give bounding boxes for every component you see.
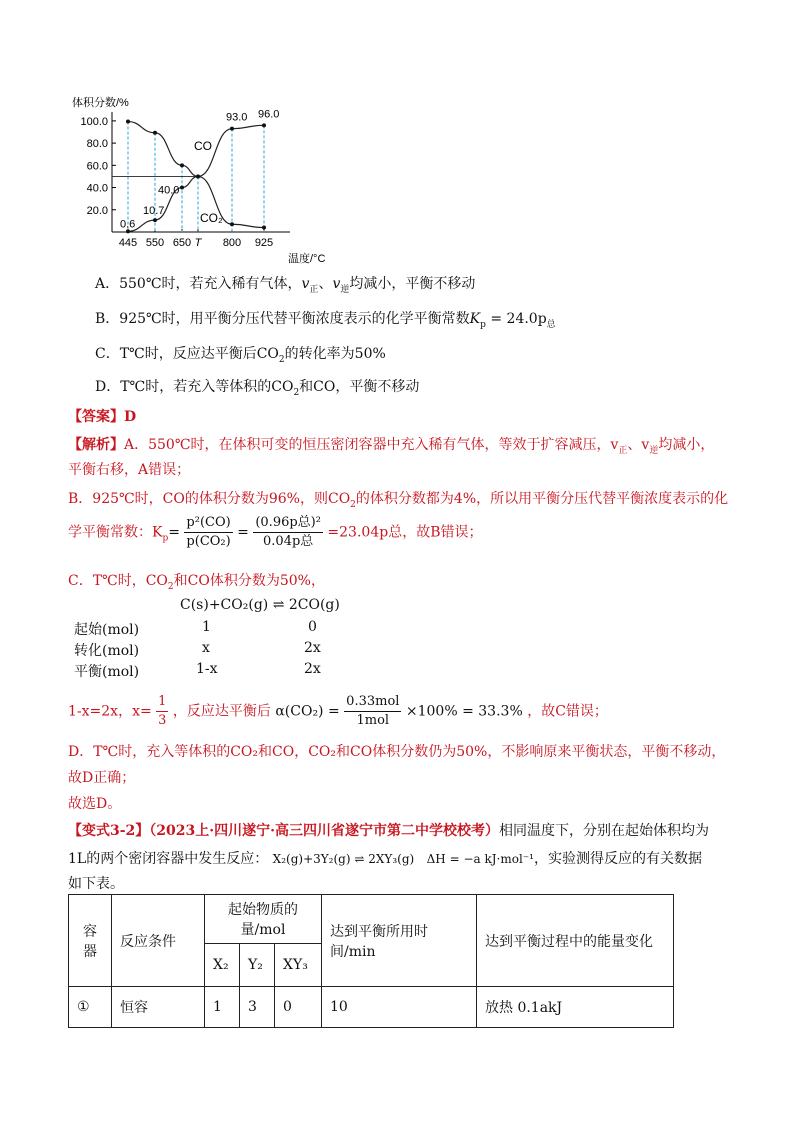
col-condition-header: 反应条件 [112,895,205,987]
variant-reaction-line: 1L的两个密闭容器中发生反应： X₂(g)+3Y₂(g) ⇌ 2XY₃(g) ΔH = −a kJ·mol⁻¹，实验测得反应的有关数据 [68,851,702,867]
co-point [262,123,266,127]
ice-row-change-b: 2x [304,640,321,656]
x-tick-label: 800 [222,237,242,249]
answer-line: 【答案】D [68,409,137,425]
x-tick-label: 445 [118,237,138,249]
ice-row-start-b: 0 [308,619,317,635]
data-label: 40.0 [158,184,180,197]
y-tick-label: 40.0 [86,182,108,195]
col-container-header: 容器 [69,895,112,987]
y-tick-label: 80.0 [86,138,108,151]
x-tick-label: T [194,237,202,249]
analysis-d-line1: D．T℃时，充入等体积的CO₂和CO，CO₂和CO体积分数仍为50%，不影响原来平衡状态，平衡不移动， [68,744,726,760]
co2-point [262,226,266,230]
y-tick-label: 60.0 [86,160,108,173]
variant-header: 【变式3-2】（2023上·四川遂宁·高三四川省遂宁市第二中学校校考）相同温度下，分别在起始体积均为 [68,823,710,839]
option-b: B．925℃时，用平衡分压代替平衡浓度表示的化学平衡常数$K_p = 24.0p_总$ [95,311,556,330]
data-label: 96.0 [258,108,280,121]
x-tick-label: 650 [172,237,192,249]
data-label: 0.6 [120,218,136,231]
analysis-c-line2: 1-x=2x，x= $\frac{1}{3}$ ，反应达平衡后 α(CO₂) = $\frac{\text{0.33mol}}{\text{1mol}}$ ×100% = 33.3% ，故C错误； [68,694,608,728]
variant-text-end: 如下表。 [68,876,124,892]
co2-point [126,120,130,124]
cell-energy: 放热 0.1akJ [477,987,674,1028]
co2-series-label: CO₂ [200,211,223,225]
option-c: C．T℃时，反应达平衡后$CO_2$的转化率为50% [95,346,386,365]
cell-xy3: 0 [275,987,322,1028]
col-xy3-header: XY₃ [275,944,322,987]
ice-row-start-label: 起始(mol) [74,622,140,638]
analysis-b-line2: 学平衡常数：$K_p=$ $\frac{\text{p²(CO)}}{\text{p(CO₂)}}$ = $\frac{\text{(0.96p总)²}}{\text{0.04p总}}$ =23.04p总，故B错误； [68,515,483,549]
ice-row-eq-a: 1-x [196,661,218,677]
analysis-a-line2: 平衡右移，A错误； [68,462,191,478]
analysis-c-line1: C．T℃时，$CO_2$和CO体积分数为50%， [68,573,325,592]
col-energy-header: 达到平衡过程中的能量变化 [477,895,674,987]
cell-container: ① [69,987,112,1028]
ice-row-start-a: 1 [202,619,211,635]
analysis-final: 故选D。 [68,796,122,812]
cell-condition: 恒容 [112,987,205,1028]
co-series-label: CO [194,139,212,153]
col-x2-header: X₂ [205,944,240,987]
table-row [69,987,674,1028]
y-tick-label: 20.0 [86,204,108,217]
x-axis-label: 温度/°C [288,253,326,265]
ice-row-change-a: x [202,640,210,656]
co2-point [180,163,184,167]
co-point [180,186,184,190]
equilibrium-equation: C(s)+CO₂(g) ⇌ 2CO(g) [180,597,340,613]
analysis-a-line1: 【解析】A．550℃时，在体积可变的恒压密闭容器中充入稀有气体，等效于扩容减压，$v_正$、$v_逆$均减小， [68,437,715,456]
ice-row-change-label: 转化(mol) [74,643,140,659]
col-y2-header: Y₂ [240,944,275,987]
temperature-volume-fraction-chart [60,90,360,270]
option-d: D．T℃时，若充入等体积的$CO_2$和CO，平衡不移动 [95,379,420,398]
co-point [230,127,234,131]
ice-row-eq-b: 2x [304,661,321,677]
option-a: A．550℃时，若充入稀有气体，$v_正$、$v_逆$均减小，平衡不移动 [95,276,476,295]
experiment-data-table [68,894,674,1028]
analysis-b-line1: B．925℃时，CO的体积分数为96%，则$CO_2$的体积分数都为4%，所以用平衡分压代替平衡浓度表示的化 [68,491,729,510]
data-label: 10.7 [143,205,165,218]
co-point [153,218,157,222]
ice-row-eq-label: 平衡(mol) [74,664,140,680]
x-tick-label: 550 [145,237,165,249]
col-time-header: 达到平衡所用时间/min [322,895,477,987]
co2-point [230,222,234,226]
y-tick-label: 100.0 [80,115,108,128]
cell-y2: 3 [240,987,275,1028]
co2-point [196,174,200,178]
cell-x2: 1 [205,987,240,1028]
cell-time: 10 [322,987,477,1028]
analysis-d-line2: 故D正确； [68,770,136,786]
col-start-amount-header: 起始物质的量/mol [205,895,322,944]
co2-point [153,131,157,135]
data-label: 93.0 [226,111,248,124]
x-tick-label: 925 [254,237,274,249]
y-axis-label: 体积分数/% [72,97,129,109]
